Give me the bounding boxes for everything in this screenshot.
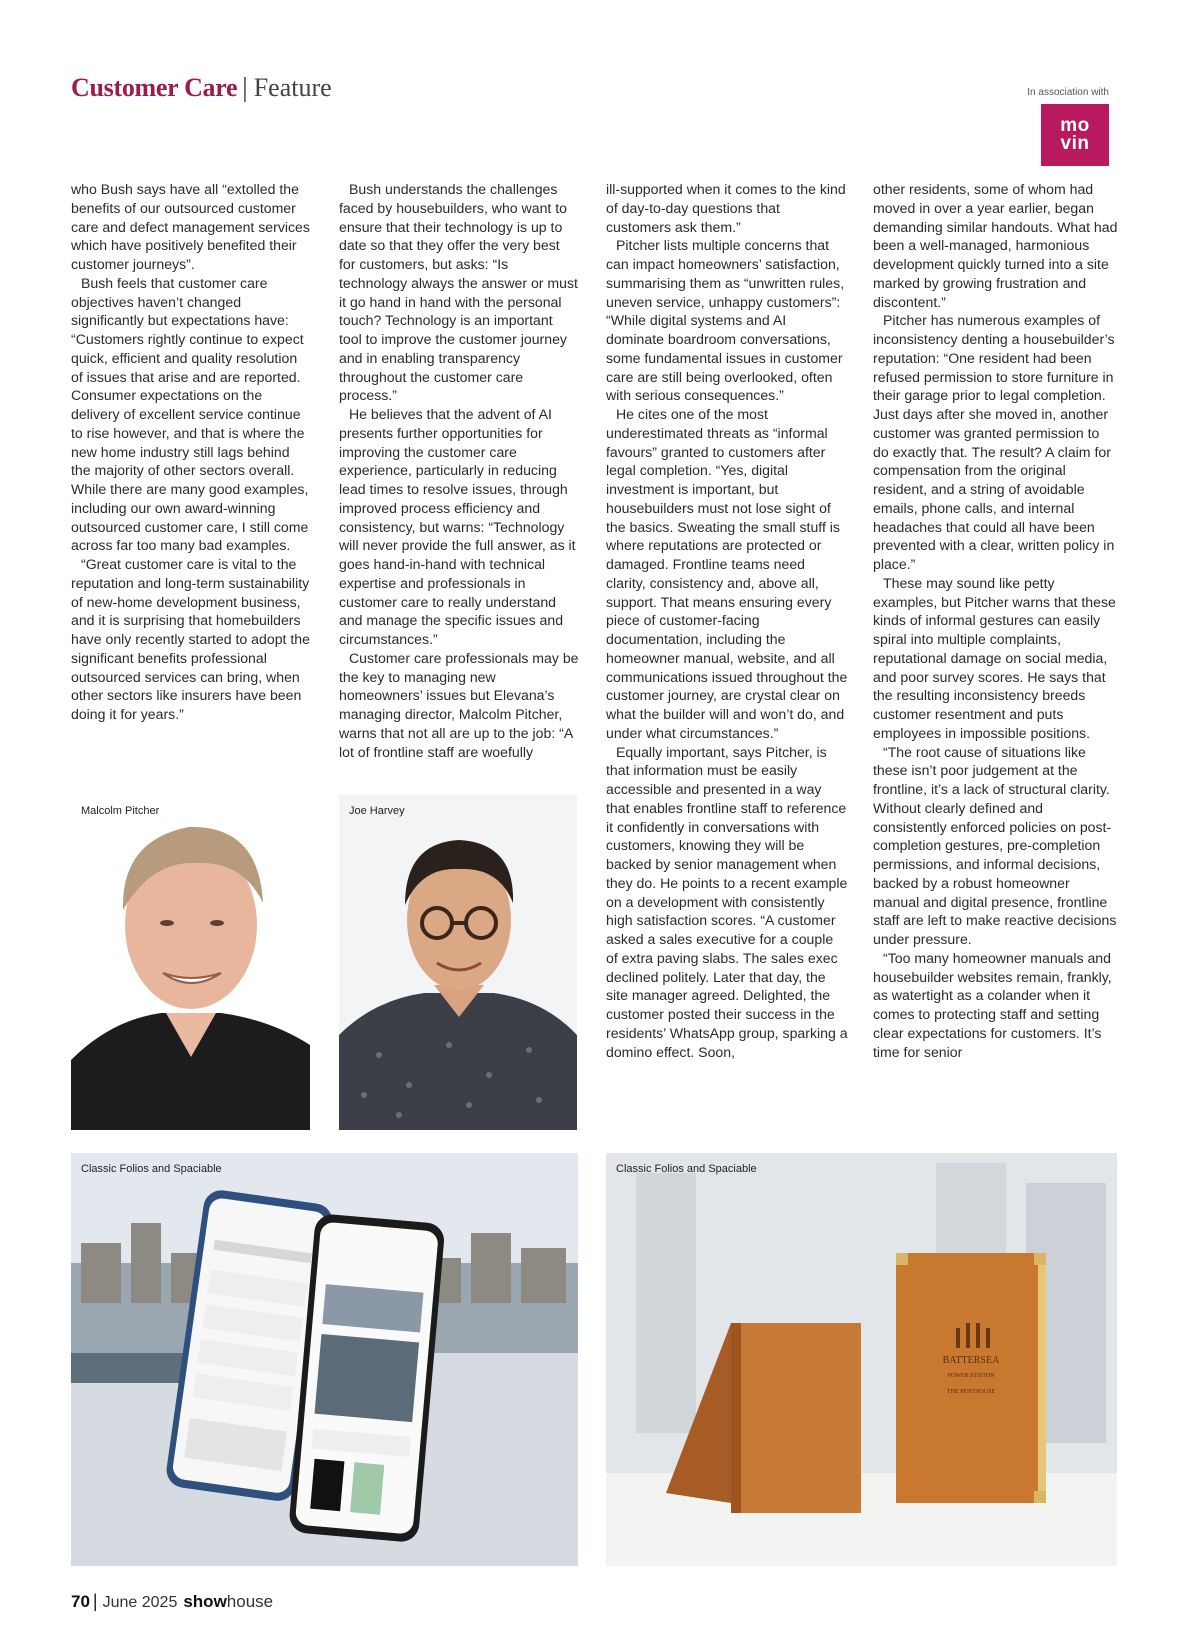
paragraph: Bush understands the challenges faced by housebuilders, who want to ensure that their technology is up to date so that they offer the very best for customers, but asks: “Is technology always the answer or must it go hand in hand with the personal touch? Technology is an important tool to improve the customer journey and in enabling transparency throughout the customer care process.”: [339, 181, 578, 404]
header-separator: |: [242, 72, 248, 102]
brand-show: show: [183, 1592, 227, 1611]
paragraph: “The root cause of situations like these isn’t poor judgement at the frontline, it’s a lack of structural clarity. Without clearly defined and consistently enforced policies on post-completion gestures, pre-completion permissions, and informal decisions, backed by a robust homeowner manual and digital presence, frontline staff are left to make reactive decisions under pressure.: [873, 743, 1117, 947]
photo-caption: Classic Folios and Spaciable: [616, 1163, 757, 1175]
page-number: 70: [71, 1592, 90, 1611]
photo-caption: Classic Folios and Spaciable: [81, 1163, 222, 1175]
folio-sub-text: POWER STATION: [947, 1373, 995, 1379]
section-title: Customer Care: [71, 73, 238, 102]
logo-line-2: vin: [1060, 133, 1090, 154]
app-phones-illustration: [71, 1153, 578, 1566]
photo-classic-folios: [606, 1153, 1117, 1566]
portrait-malcolm-illustration: [71, 795, 310, 1130]
paragraph: He cites one of the most underestimated threats as “informal favours” granted to customers after legal completion. “Yes, digital investment is important, but housebuilders must not lose sight of the basics. Sweating the small stuff is where reputations are protected or damaged. Frontline teams need clarity, consistency and, above all, support. That means ensuring every piece of customer-facing documentation, including the homeowner manual, website, and all communications issued throughout the customer journey, are crystal clear on what the builder will and won’t do, and under what circumstances.”: [606, 406, 848, 741]
photo-malcolm-pitcher: [71, 795, 310, 1130]
paragraph: “Great customer care is vital to the reputation and long-term sustainability of new-home development business, and it is surprising that homebuilders have only recently started to adopt the significant benefits professional outsourced services can bring, when other sectors like insurers have been doing it for years.”: [71, 556, 310, 722]
movin-logo: [1041, 104, 1109, 166]
paragraph: Customer care professionals may be the key to managing new homeowners’ issues but Elevana’s managing director, Malcolm Pitcher, warns that not all are up to the job: “A lot of frontline staff are woefully: [339, 649, 579, 760]
paragraph: These may sound like petty examples, but Pitcher warns that these kinds of informal gestures can easily spiral into multiple complaints, reputational damage on social media, and poor survey scores. He says that the resulting inconsistency breeds customer resentment and puts employees in impossible positions.: [873, 574, 1116, 741]
page-header: [71, 72, 332, 103]
photo-caption: Malcolm Pitcher: [81, 805, 160, 817]
folio-line-text: THE PENTHOUSE: [946, 1389, 996, 1395]
paragraph: Equally important, says Pitcher, is that information must be easily accessible and presented in a way that enables frontline staff to reference it confidently in conversations with customers, knowing they will be backed by senior management when they do. He points to a recent example on a development with consistently high satisfaction scores. “A customer asked a sales executive for a couple of extra paving slabs. The sales exec declined politely. Later that day, the site manager agreed. Delighted, the customer posted their success in the residents’ WhatsApp group, sparking a domino effect. Soon,: [606, 743, 848, 1060]
photo-joe-harvey: [339, 795, 577, 1130]
portrait-joe-illustration: [339, 795, 577, 1130]
page-footer: [71, 1591, 273, 1612]
text-column-2: [339, 180, 579, 761]
paragraph: Bush feels that customer care objectives haven’t changed significantly but expectations have: “Customers rightly continue to expect quick, efficient and quality resolution of issues that arise and are reported. Consumer expectations on the delivery of excellent service continue to rise however, and that is where the new home industry still lags behind the majority of other sectors overall. While there are many good examples, including our own award-winning outsourced customer care, I still come across far too many bad examples.: [71, 274, 309, 554]
folio-brand-text: BATTERSEA: [942, 1355, 1000, 1366]
issue-date: June 2025: [102, 1594, 178, 1611]
folios-illustration: [606, 1153, 1117, 1566]
paragraph: who Bush says have all “extolled the benefits of our outsourced customer care and defect management services which have positively benefited their customer journeys”.: [71, 181, 310, 272]
logo-line-1: mo: [1060, 115, 1090, 136]
brand-house: house: [226, 1592, 274, 1611]
paragraph: “Too many homeowner manuals and housebuilder websites remain, frankly, as watertight as a colander when it comes to protecting staff and setting clear expectations for customers. It’s time for senior: [873, 949, 1112, 1060]
paragraph: Pitcher lists multiple concerns that can impact homeowners’ satisfaction, summarising them as “unwritten rules, uneven service, unhappy customers”: “While digital systems and AI dominate boardroom conversations, some fundamental issues in customer care are still being overlooked, often with serious consequences.”: [606, 237, 845, 404]
text-column-3: [606, 180, 848, 1061]
photo-caption: Joe Harvey: [349, 805, 405, 817]
paragraph: He believes that the advent of AI presents further opportunities for improving the customer care experience, particularly in reducing lead times to resolve issues, through improved process efficiency and consistency, but warns: “Technology will never provide the full answer, as it goes hand-in-hand with technical expertise and professionals in customer care to really understand and manage the specific issues and circumstances.”: [339, 406, 576, 647]
paragraph: other residents, some of whom had moved in over a year earlier, began demanding similar handouts. What had been a well-managed, harmonious development quickly turned into a site marked by growing frustration and discontent.”: [873, 181, 1118, 310]
text-column-1: [71, 180, 311, 724]
association-label: In association with: [1027, 87, 1109, 98]
section-subtitle: Feature: [253, 73, 332, 102]
footer-separator: |: [92, 1591, 98, 1611]
text-column-4: [873, 180, 1118, 1061]
paragraph: ill-supported when it comes to the kind of day-to-day questions that customers ask them.”: [606, 181, 846, 235]
photo-app-phones: [71, 1153, 578, 1566]
paragraph: Pitcher has numerous examples of inconsistency denting a housebuilder’s reputation: “One resident had been refused permission to store furniture in their garage prior to legal completion. Just days after she moved in, another customer was granted permission to do exactly that. The result? A claim for compensation from the original resident, and a string of avoidable emails, phone calls, and internal headaches that could all have been prevented with a clear, written policy in place.”: [873, 312, 1115, 572]
